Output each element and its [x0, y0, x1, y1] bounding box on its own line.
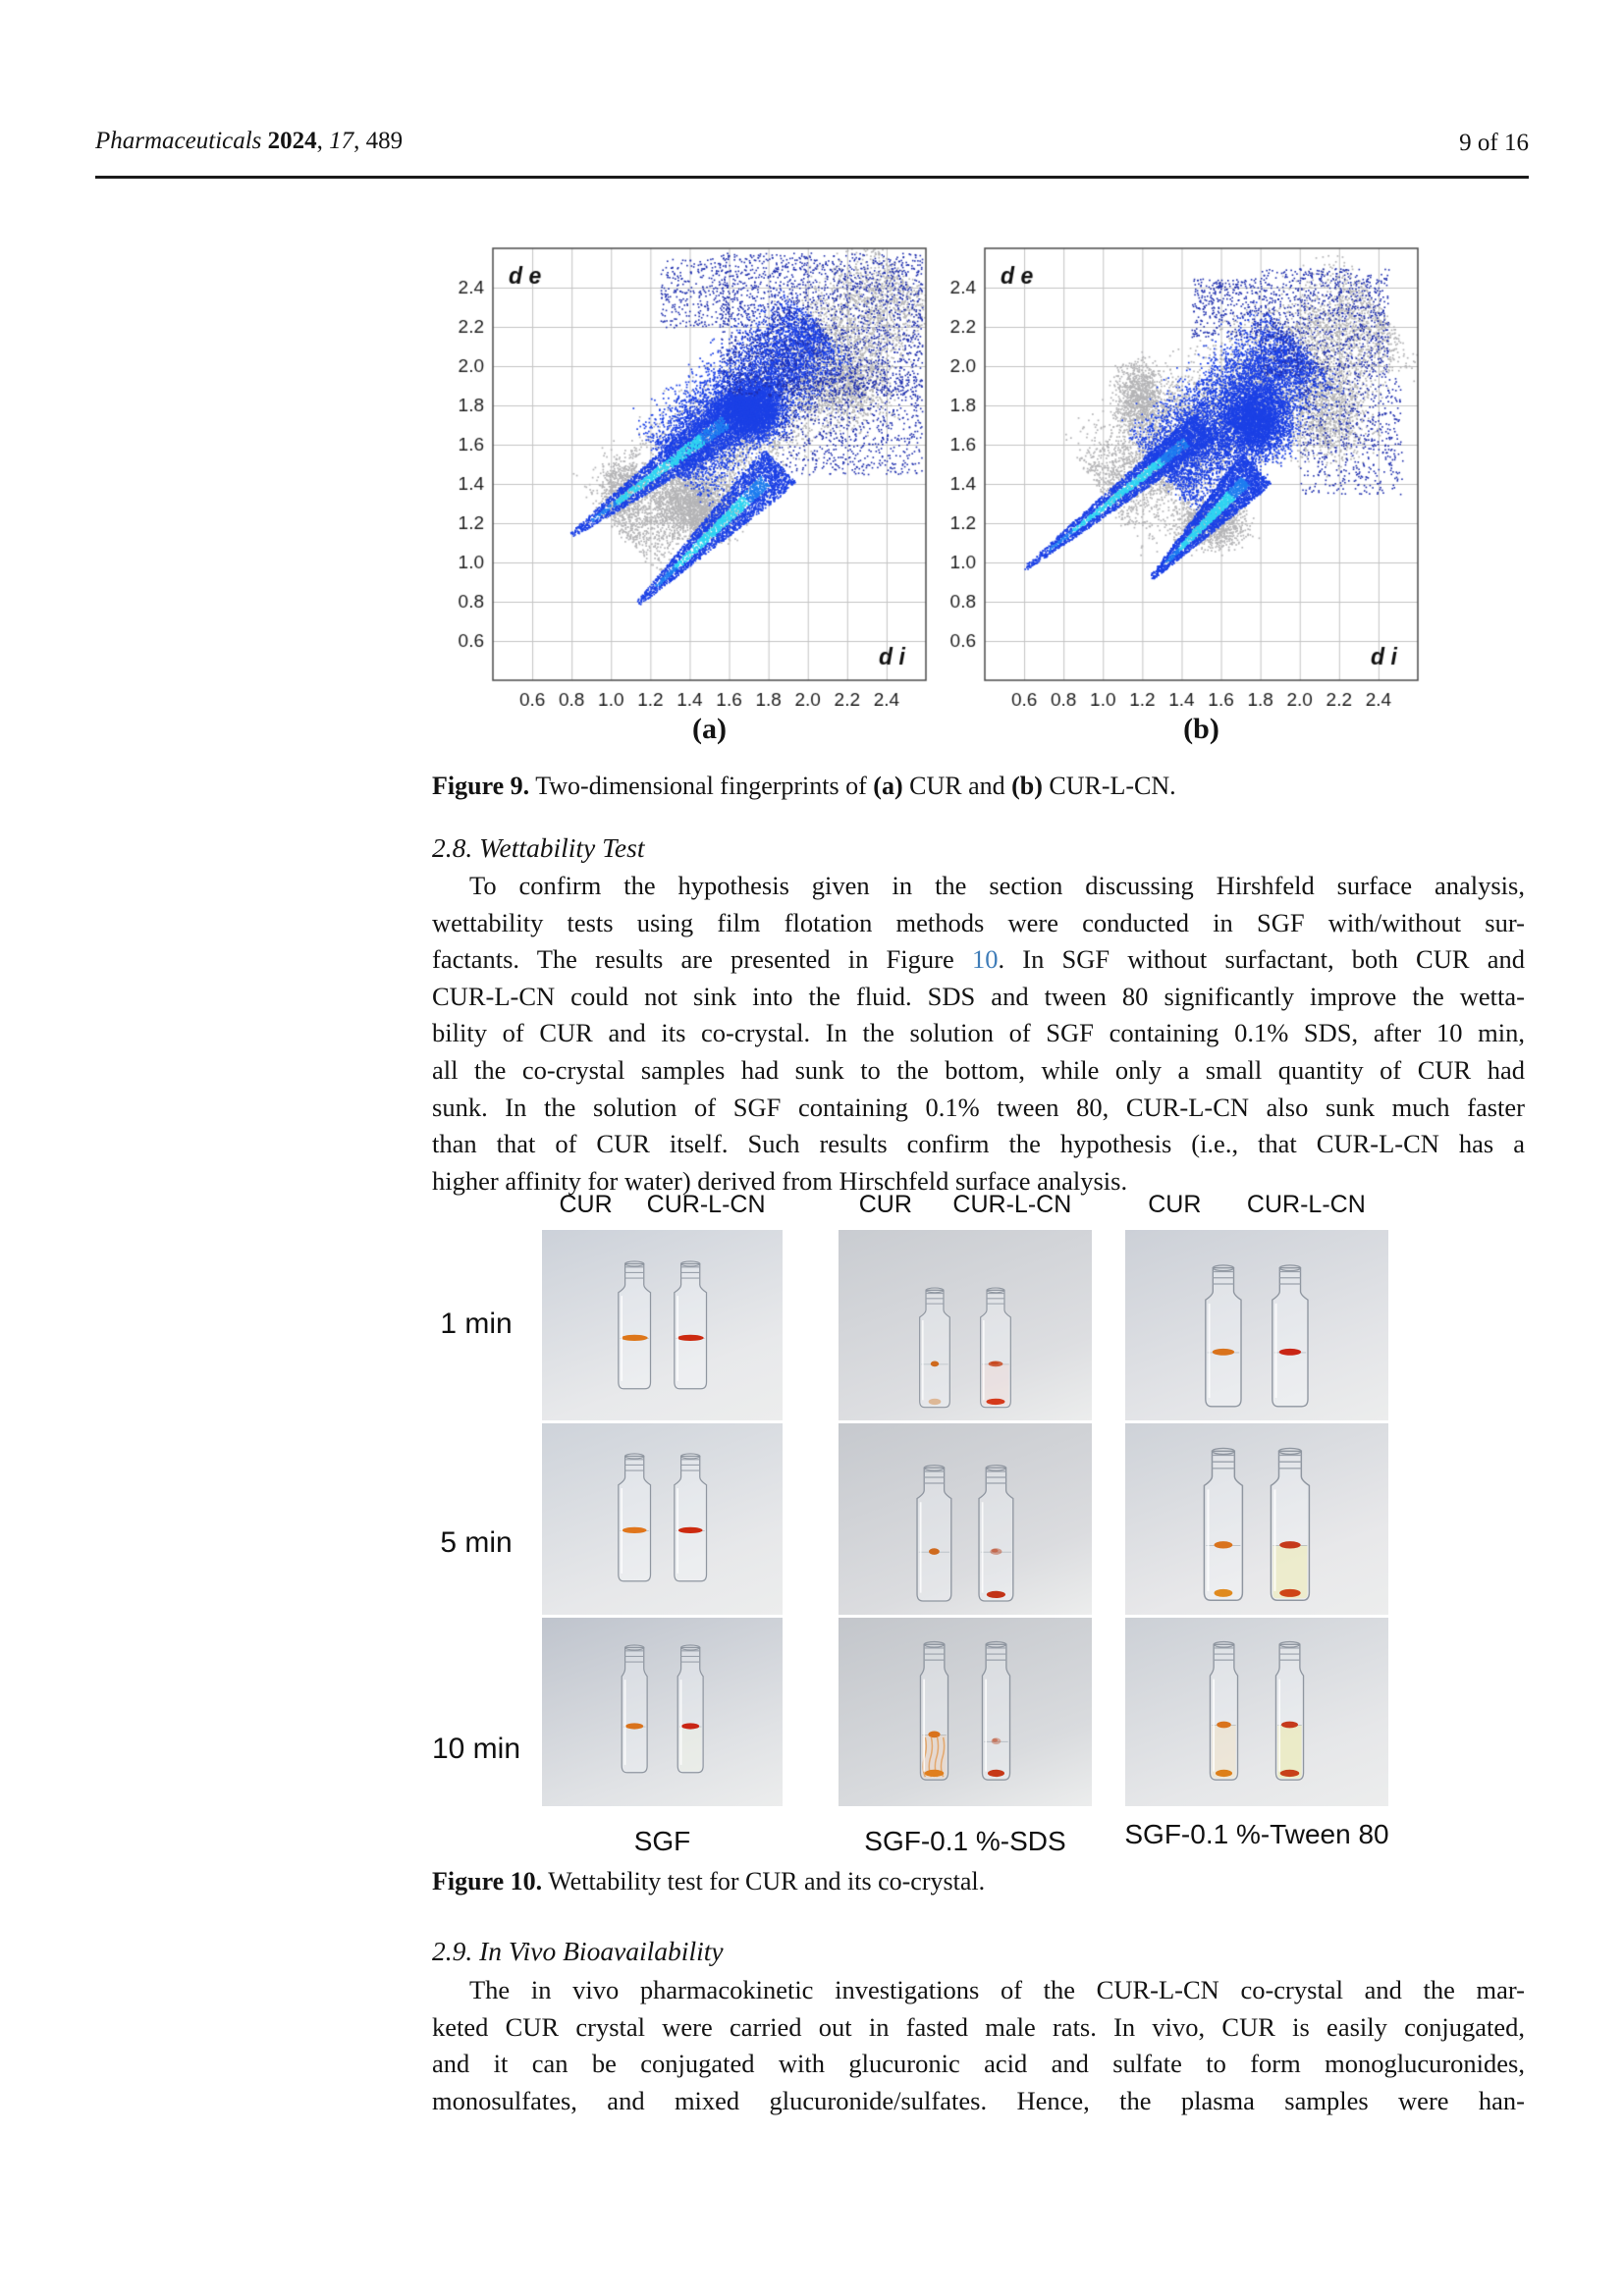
- figure10-condition-label: SGF-0.1 %-Tween 80: [1124, 1819, 1389, 1849]
- figure10-photo-panel: [1125, 1423, 1388, 1615]
- section-2-9-heading: 2.9. In Vivo Bioavailability: [432, 1936, 724, 1966]
- figure10-condition-label: SGF-0.1 %-SDS: [864, 1826, 1066, 1856]
- vial-label-CUR-L-CN: CUR-L-CN: [646, 1191, 766, 1218]
- figure10-caption: Figure 10. Wettability test for CUR and its co-crystal.: [432, 1867, 986, 1896]
- section-2-9-paragraph: [432, 1972, 1525, 2119]
- vial-CUR-L-CN: [1260, 1624, 1320, 1798]
- paragraph-line: To confirm the hypothesis given in the section discussing Hirshfeld surface analysis,: [469, 871, 1525, 900]
- figure9-caption: Figure 9. Two-dimensional fingerprints of (a) CUR and (b) CUR-L-CN.: [432, 772, 1176, 800]
- figure9-panel-b-label: (b): [1183, 713, 1219, 745]
- vial-label-CUR: CUR: [858, 1191, 912, 1218]
- paragraph-line: factants. The results are presented in Figure 10. In SGF without surfactant, both CUR and: [432, 944, 1525, 975]
- vial-CUR-L-CN: [663, 1620, 718, 1798]
- figure10-column-header: [542, 1176, 783, 1219]
- vial-CUR: [607, 1620, 662, 1798]
- paragraph-line: all the co-crystal samples had sunk to the bottom, while only a small quantity of CUR had: [432, 1054, 1525, 1085]
- journal-name: Pharmaceuticals: [95, 128, 262, 154]
- vial-CUR: [1190, 1259, 1257, 1413]
- figure10-photo-panel: [839, 1618, 1092, 1806]
- paragraph-line: CUR-L-CN could not sink into the fluid. SDS and tween 80 significantly improve the wetta-: [432, 981, 1525, 1011]
- vial-CUR-L-CN: [966, 1624, 1026, 1798]
- paragraph-line: sunk. In the solution of SGF containing 0.1% tween 80, CUR-L-CN also sunk much faster: [432, 1092, 1525, 1122]
- paragraph-line: than that of CUR itself. Such results confirm the hypothesis (i.e., that CUR-L-CN has a: [432, 1129, 1525, 1159]
- section-2-8-heading: 2.8. Wettability Test: [432, 832, 645, 863]
- journal-year: 2024: [261, 128, 317, 154]
- figure10-photo-panel: [839, 1230, 1092, 1420]
- vial-CUR: [906, 1283, 963, 1413]
- figure10-photo-panel: [542, 1423, 783, 1615]
- vial-CUR: [1190, 1442, 1257, 1607]
- vial-CUR: [607, 1238, 662, 1413]
- figure-10-reference-link[interactable]: 10: [971, 944, 999, 975]
- running-head: Pharmaceuticals 2024, 17, 489: [95, 128, 404, 154]
- vial-label-CUR-L-CN: CUR-L-CN: [952, 1191, 1072, 1218]
- vial-CUR: [607, 1428, 662, 1607]
- paragraph-line: The in vivo pharmacokinetic investigations of the CUR-L-CN co-crystal and the mar-: [469, 1975, 1525, 2004]
- paragraph-line: wettability tests using film flotation methods were conducted in SGF with/without sur-: [432, 907, 1525, 937]
- figure10-column-header: [1125, 1176, 1388, 1219]
- figure10-photo-panel: [1125, 1230, 1388, 1420]
- vial-CUR-L-CN: [1257, 1442, 1324, 1607]
- paragraph-line: monosulfates, and mixed glucuronide/sulfates. Hence, the plasma samples were han-: [432, 2085, 1525, 2115]
- figure10-photo-panel: [542, 1230, 783, 1420]
- vial-CUR-L-CN: [663, 1238, 718, 1413]
- vial-label-CUR-L-CN: CUR-L-CN: [1246, 1191, 1366, 1218]
- vial-CUR-L-CN: [1257, 1259, 1324, 1413]
- vial-CUR-L-CN: [965, 1460, 1027, 1607]
- fingerprint-plot-b: [939, 235, 1441, 706]
- paragraph-line: keted CUR crystal were carried out in fasted male rats. In vivo, CUR is easily conjugated,: [432, 2011, 1525, 2042]
- paragraph-line: bility of CUR and its co-crystal. In the solution of SGF containing 0.1% SDS, after 10 min,: [432, 1018, 1525, 1048]
- vial-CUR: [904, 1624, 964, 1798]
- figure10-photo-panel: [1125, 1618, 1388, 1806]
- vial-label-CUR: CUR: [559, 1191, 613, 1218]
- figure10-row-label: 10 min: [431, 1733, 521, 1765]
- vial-CUR: [1194, 1624, 1254, 1798]
- figure9-panel-a-label: (a): [692, 713, 727, 745]
- vial-label-CUR: CUR: [1148, 1191, 1202, 1218]
- section-2-8-paragraph: [432, 868, 1525, 1200]
- journal-volume: 17: [329, 128, 354, 154]
- paragraph-line: and it can be conjugated with glucuronic acid and sulfate to form monoglucuronides,: [432, 2049, 1525, 2079]
- vial-CUR-L-CN: [663, 1428, 718, 1607]
- header-rule: [95, 176, 1529, 179]
- figure10-row-label: 1 min: [440, 1308, 513, 1340]
- figure10-photo-panel: [839, 1423, 1092, 1615]
- figure10-condition-label: SGF: [633, 1826, 691, 1856]
- figure10-column-header: [839, 1176, 1092, 1219]
- page-number: 9 of 16: [1459, 130, 1529, 156]
- vial-CUR: [903, 1460, 965, 1607]
- paragraph-line: higher affinity for water) derived from Hirschfeld surface analysis.: [432, 1165, 1128, 1196]
- figure10-photo-panel: [542, 1618, 783, 1806]
- fingerprint-plot-a: [447, 235, 949, 706]
- vial-CUR-L-CN: [967, 1283, 1024, 1413]
- figure10-row-label: 5 min: [440, 1526, 513, 1559]
